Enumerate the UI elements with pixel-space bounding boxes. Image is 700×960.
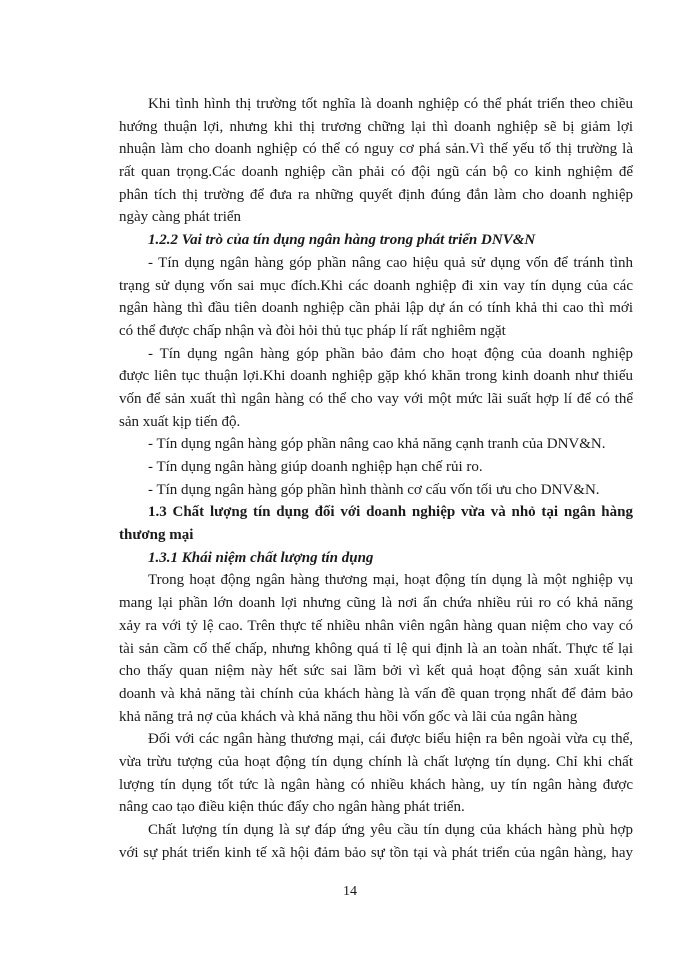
text-line: - Tín dụng ngân hàng góp phần nâng cao hiệu quả sử dụng vốn để tránh tình	[148, 254, 633, 271]
text-line: Khi tình hình thị trường tốt nghĩa là doanh nghiệp có thể phát triển theo chiều	[148, 96, 633, 112]
text-line: xảy ra với tỷ lệ cao. Trên thực tế nhiều nhân viên ngân hàng quan niệm cho vay có	[119, 617, 633, 634]
text-line: vừa trừu tượng của hoạt động tín dụng chính là chất lượng tín dụng. Chỉ khi chất	[119, 753, 633, 770]
text-line: với sự phát triển kinh tế xã hội đảm bảo sự tồn tại và phát triển của ngân hàng, hay	[119, 844, 633, 861]
text-line: sản xuất kịp tiến độ.	[119, 413, 241, 430]
text-line: trạng sử dụng vốn sai mục đích.Khi các doanh nghiệp đi xin vay tín dụng của các	[119, 277, 633, 294]
text-line: nâng cao tạo điều kiện thúc đẩy cho ngân hàng phát triển.	[119, 799, 465, 816]
text-line: có thể được chấp nhận và đòi hỏi thủ tục pháp lí rất nghiêm ngặt	[119, 322, 506, 339]
text-line: tài sản cầm cố thế chấp, nhưng không quá tỉ lệ qui định là an toàn nhất. Thực tế lại	[119, 640, 633, 657]
text-line: - Tín dụng ngân hàng góp phần nâng cao khả năng cạnh tranh của DNV&N.	[148, 436, 606, 453]
text-line: khả năng trả nợ của khách và khả năng thu hồi vốn gốc và lãi của ngân hàng	[119, 708, 578, 725]
text-line: được liên tục thuận lợi.Khi doanh nghiệp gặp khó khăn trong kinh doanh như thiếu	[119, 368, 633, 385]
text-line: vốn để sản xuất thì ngân hàng có thể cho vay với một mức lãi suất hợp lí để có thể	[119, 390, 633, 407]
text-line: 1.2.2 Vai trò của tín dụng ngân hàng trong phát triển DNV&N	[148, 232, 536, 249]
text-line: Đối với các ngân hàng thương mại, cái được biểu hiện ra bên ngoài vừa cụ thể,	[148, 731, 633, 748]
text-line: mang lại phần lớn doanh lợi nhưng cũng là nơi ẩn chứa nhiều rủi ro có khả năng	[119, 595, 633, 612]
text-line: hướng thuận lợi, nhưng khi thị trương chững lại thì doanh nghiệp sẽ bị giảm lợi	[119, 118, 633, 135]
body-text	[119, 93, 633, 864]
text-line: Chất lượng tín dụng là sự đáp ứng yêu cầu tín dụng của khách hàng phù hợp	[148, 822, 633, 838]
text-line: lượng tín dụng tốt tức là ngân hàng có nhiều khách hàng, uy tín ngân hàng được	[119, 776, 633, 793]
text-line: - Tín dụng ngân hàng giúp doanh nghiệp hạn chế rủi ro.	[148, 459, 483, 475]
text-line: nhuận làm cho doanh nghiệp có thể có nguy cơ phá sản.Vì thế yếu tố thị trường là	[119, 141, 633, 158]
text-line: 1.3.1 Khái niệm chất lượng tín dụng	[148, 549, 374, 566]
text-line: cho thấy quan niệm này hết sức sai lầm bởi vì kết quả hoạt động sản xuất kinh	[119, 663, 633, 680]
text-line: ngày càng phát triển	[119, 209, 242, 226]
text-line: Trong hoạt động ngân hàng thương mại, hoạt động tín dụng là một nghiệp vụ	[148, 572, 633, 589]
text-line: ngân hàng thì đầu tiên doanh nghiệp cần phải lập dự án có tính khả thi cao thì mới	[119, 300, 633, 317]
text-line: 1.3 Chất lượng tín dụng đối với doanh nghiệp vừa và nhỏ tại ngân hàng	[148, 504, 633, 521]
page-number: 14	[343, 884, 357, 899]
text-line: - Tín dụng ngân hàng góp phần hình thành cơ cấu vốn tối ưu cho DNV&N.	[148, 481, 600, 498]
text-line: phân tích thị trường để đưa ra những quyết định đúng đắn làm cho doanh nghiệp	[119, 186, 633, 203]
text-line: - Tín dụng ngân hàng góp phần bảo đảm cho hoạt động của doanh nghiệp	[148, 345, 633, 362]
text-line: doanh và khả năng tài chính của khách hàng là vấn đề quan trọng nhất để đảm bảo	[119, 685, 633, 702]
text-line: rất quan trọng.Các doanh nghiệp cần phải có đội ngũ cán bộ co kinh nghiệm để	[119, 164, 633, 181]
text-line: thương mại	[119, 527, 194, 544]
